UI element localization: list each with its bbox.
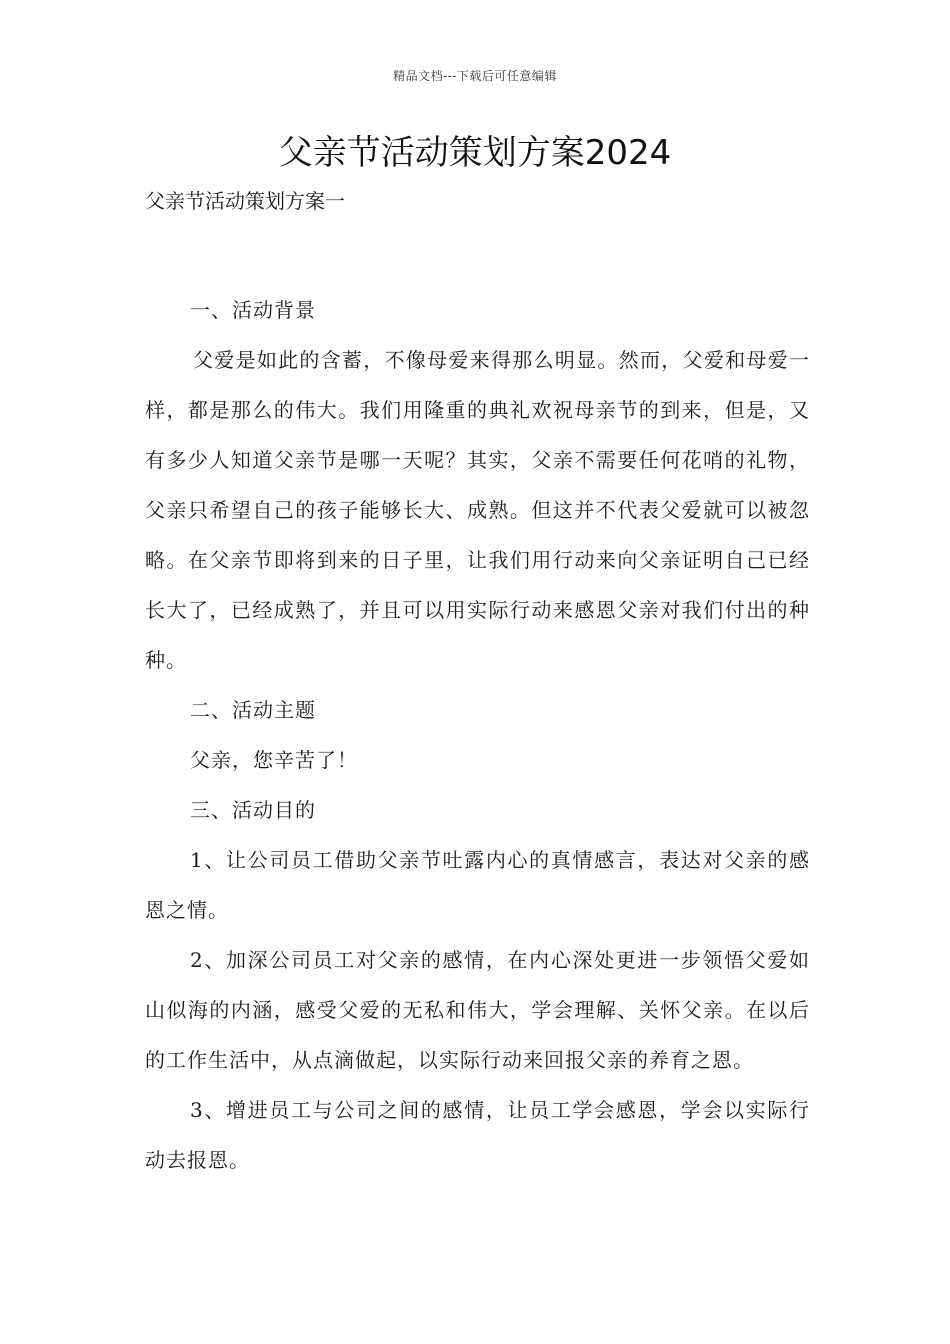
plan-subtitle: 父亲节活动策划方案一 [145, 189, 345, 213]
section-heading-purpose: 三、活动目的 [190, 798, 316, 822]
document-title: 父亲节活动策划方案2024 [278, 133, 672, 173]
purpose-item-3: 3、增进员工与公司之间的感情，让员工学会感恩，学会以实际行动去报恩。 [145, 1098, 810, 1172]
header-note: 精品文档---下载后可任意编辑 [393, 69, 557, 83]
section-heading-theme: 二、活动主题 [190, 698, 316, 722]
background-paragraph: 父爱是如此的含蓄，不像母爱来得那么明显。然而，父爱和母爱一样，都是那么的伟大。我们用隆重的典礼欢祝母亲节的到来，但是，又有多少人知道父亲节是哪一天呢？其实，父亲不需要任何花哨的礼物，父亲只希望自己的孩子能够长大、成熟。但这并不代表父爱就可以被忽略。在父亲节即将到来的日子里，让我们用行动来向父亲证明自己已经长大了，已经成熟了，并且可以用实际行动来感恩父亲对我们付出的种种。 [145, 348, 810, 672]
document-body [145, 285, 810, 1185]
section-heading-background: 一、活动背景 [190, 298, 316, 322]
theme-text: 父亲，您辛苦了！ [190, 748, 358, 772]
purpose-item-1: 1、让公司员工借助父亲节吐露内心的真情感言，表达对父亲的感恩之情。 [145, 848, 810, 922]
purpose-item-2: 2、加深公司员工对父亲的感情，在内心深处更进一步领悟父爱如山似海的内涵，感受父爱的无私和伟大，学会理解、关怀父亲。在以后的工作生活中，从点滴做起，以实际行动来回报父亲的养育之恩。 [145, 948, 810, 1072]
